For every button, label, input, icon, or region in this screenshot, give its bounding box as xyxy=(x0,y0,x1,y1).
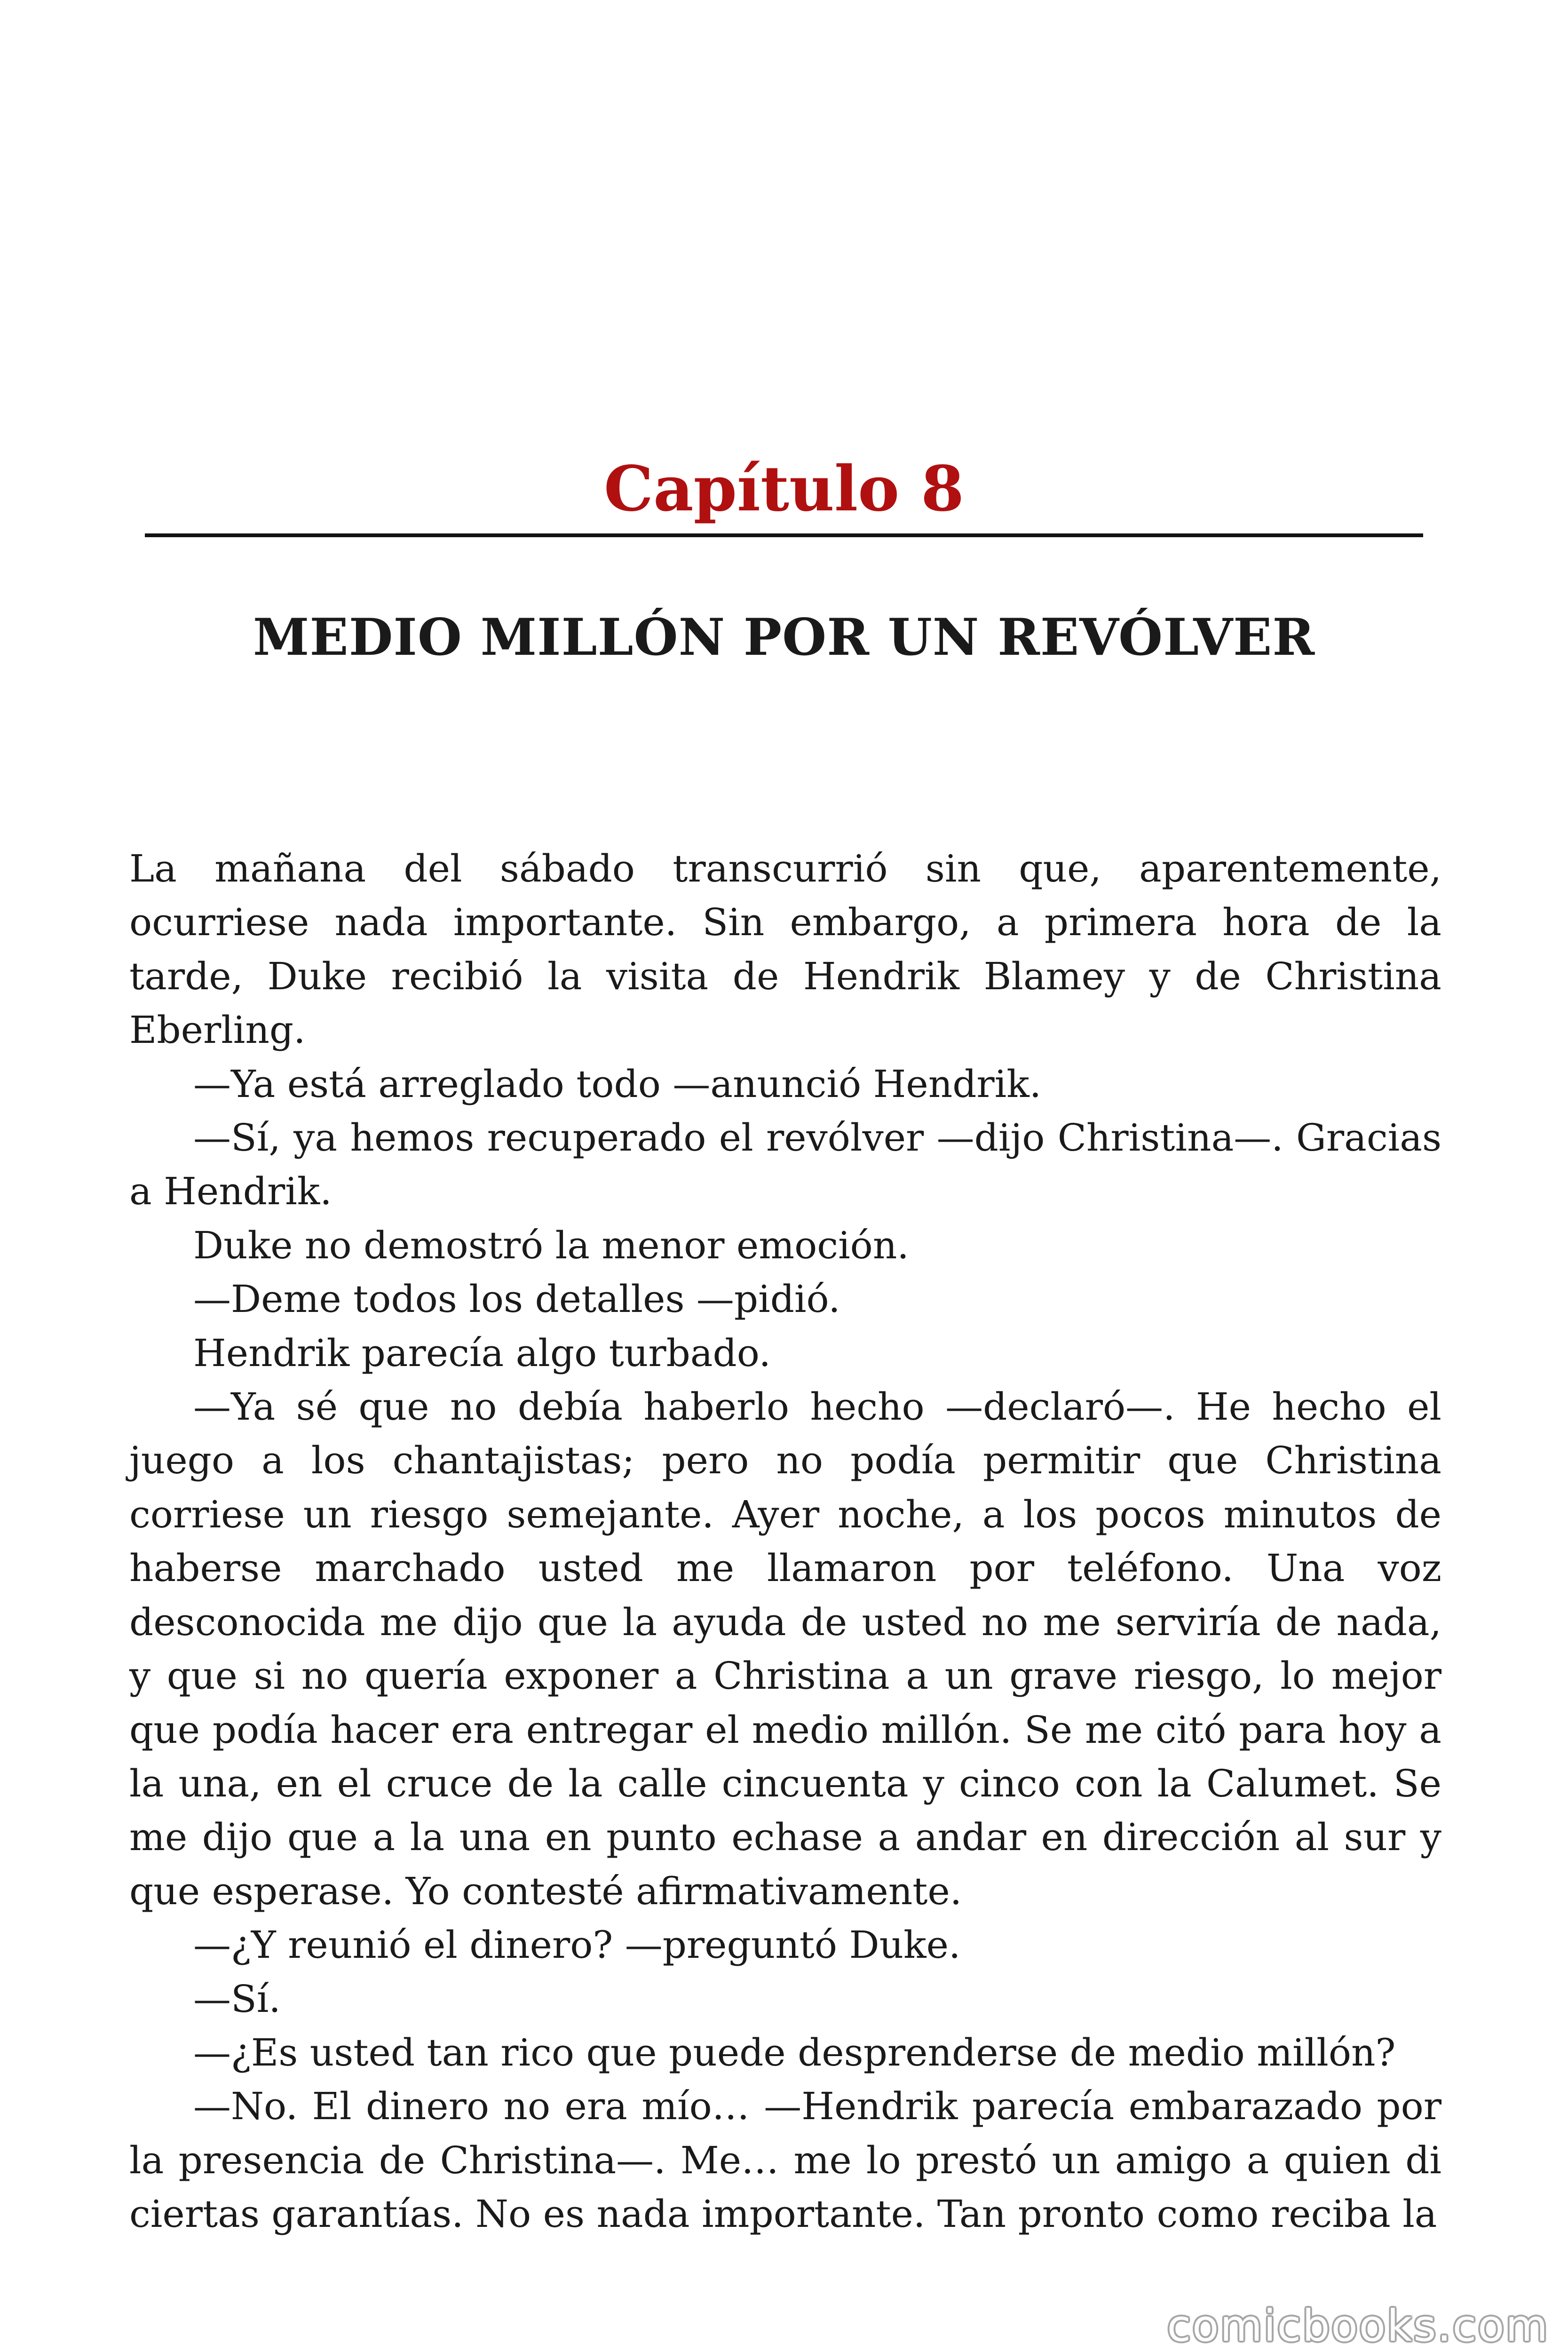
paragraph: —No. El dinero no era mío… —Hendrik parecía embarazado por la presencia de Christina—. Me… me lo prestó un amigo a quien di ciertas garantías. No es nada importante. Tan pronto como reciba la xyxy=(129,2084,1441,2236)
paragraph: —Ya está arreglado todo —anunció Hendrik. xyxy=(193,1062,1042,1106)
paragraph: —Ya sé que no debía haberlo hecho —declaró—. He hecho el juego a los chantajistas; pero no podía permitir que Christina corriese un riesgo semejante. Ayer noche, a los pocos minutos de haberse marchado usted me llamaron por teléfono. Una voz desconocida me dijo que la ayuda de usted no me serviría de nada, y que si no quería exponer a Christina a un grave riesgo, lo mejor que podía hacer era entregar el medio millón. Se me citó para hoy a la una, en el cruce de la calle cincuenta y cinco con la Calumet. Se me dijo que a la una en punto echase a andar en dirección al sur y que esperase. Yo contesté afirmativamente. xyxy=(129,1385,1441,1913)
paragraph: —¿Es usted tan rico que puede desprenderse de medio millón? xyxy=(193,2030,1396,2074)
paragraph: —¿Y reunió el dinero? —preguntó Duke. xyxy=(193,1923,961,1967)
paragraph: Duke no demostró la menor emoción. xyxy=(193,1223,909,1267)
chapter-title-rule xyxy=(145,533,1423,537)
paragraph: —Sí, ya hemos recuperado el revólver —dijo Christina—. Gracias a Hendrik. xyxy=(129,1116,1441,1214)
paragraph: Hendrik parecía algo turbado. xyxy=(193,1331,771,1375)
chapter-subtitle: MEDIO MILLÓN POR UN REVÓLVER xyxy=(253,608,1315,667)
chapter-title: Capítulo 8 xyxy=(604,453,964,525)
watermark: comicbooks.com xyxy=(1167,2301,1549,2351)
body-text xyxy=(129,842,1441,2241)
paragraph: —Sí. xyxy=(193,1977,281,2021)
paragraph: La mañana del sábado transcurrió sin que, aparentemente, ocurriese nada importante. Sin embargo, a primera hora de la tarde, Duke recibió la visita de Hendrik Blamey y de Christina Eberling. xyxy=(129,847,1441,1052)
paragraph: —Deme todos los detalles —pidió. xyxy=(193,1277,840,1321)
